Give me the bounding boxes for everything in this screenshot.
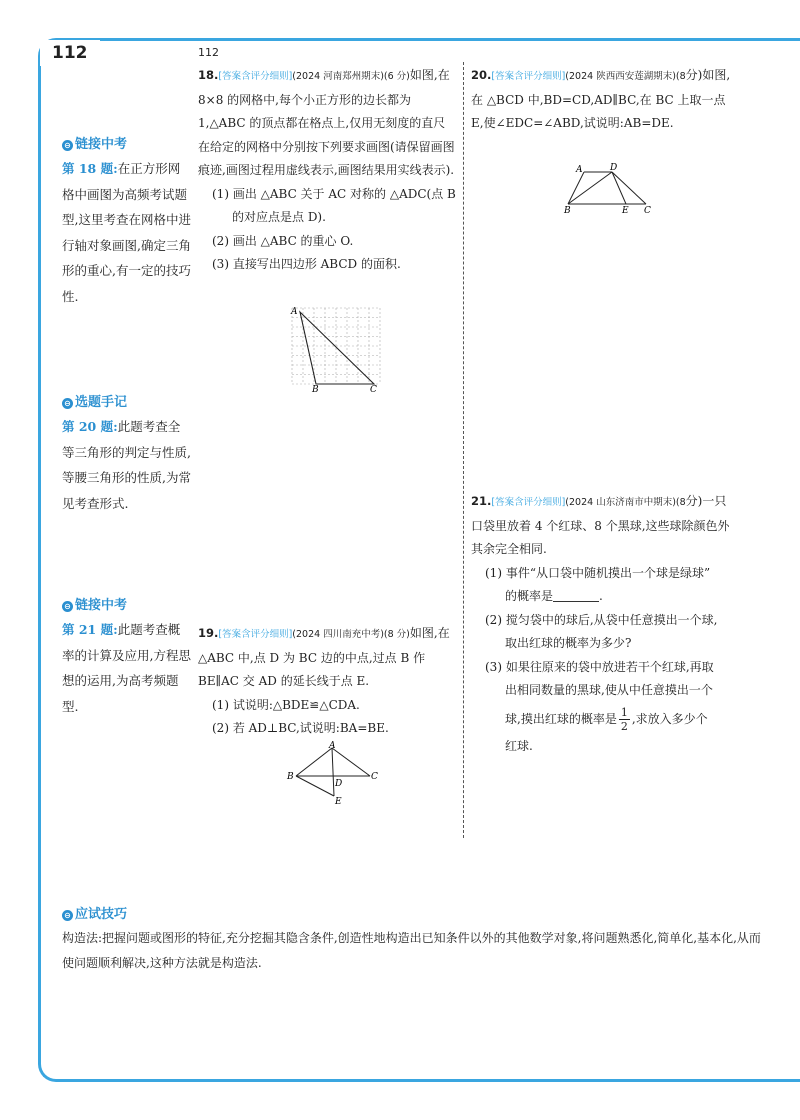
sidebar-text: 此题考查全等三角形的判定与性质,等腰三角形的性质,为常见考查形式. bbox=[62, 419, 191, 511]
label-d: D bbox=[610, 163, 618, 173]
question-part-1: (1) 试说明:△BDE≌△CDA. bbox=[212, 697, 360, 712]
question-stem: 19.[答案含评分细则](2024 四川南充中考)(8 分)如图,在 △ABC 中,点 D 为 BC 边的中点,过点 B 作 BE∥AC 交 AD 的延长线于点 E. bbox=[198, 626, 450, 688]
label-b: B bbox=[312, 385, 319, 392]
sidebar-lead: 第 20 题: bbox=[62, 419, 118, 434]
question-part-3-cont2: 球,摸出红球的概率是 $\frac{1}{2}$ ,求放入多少个 bbox=[505, 705, 708, 733]
sidebar-block-q20 bbox=[62, 394, 192, 516]
question-part-1-cont: 的对应点是点 D). bbox=[232, 210, 326, 224]
label-a: A bbox=[576, 165, 583, 175]
question-19 bbox=[198, 622, 456, 741]
question-part-2: (2) 搅匀袋中的球后,从袋中任意摸出一个球, bbox=[485, 612, 718, 627]
label-c: C bbox=[644, 206, 651, 216]
label-a: A bbox=[291, 307, 298, 317]
question-part-2: (2) 画出 △ABC 的重心 O. bbox=[212, 233, 354, 248]
question-20: 20.[答案含评分细则](2024 陕西西安莲湖期末)(8分)如图,在 △BCD 中,BD=CD,AD∥BC,在 BC 上取一点 E,使∠EDC=∠ABD,试说明:AB=DE. bbox=[471, 68, 731, 130]
answer-blank[interactable] bbox=[553, 587, 599, 602]
sidebar-heading: ⊖ 链接中考 bbox=[62, 597, 192, 615]
q19-figure bbox=[284, 740, 384, 808]
tips-icon: ⊖ bbox=[62, 910, 73, 921]
exam-tips bbox=[62, 906, 762, 976]
page-number-small: 112 bbox=[198, 46, 219, 59]
sidebar-heading: ⊖ 选题手记 bbox=[62, 394, 192, 412]
label-c: C bbox=[371, 772, 378, 782]
question-part-1-cont: 的概率是 . bbox=[505, 589, 603, 603]
question-part-2: (2) 若 AD⊥BC,试说明:BA=BE. bbox=[212, 721, 389, 735]
sidebar-text: 在正方形网格中画图为高频考试题型,这里考查在网格中进行轴对象画图,确定三角形的重心,有一定的技巧性. bbox=[62, 161, 191, 304]
question-part-3-cont: 出相同数量的黑球,使从中任意摸出一个 bbox=[505, 683, 713, 697]
label-c: C bbox=[370, 385, 377, 392]
question-stem: 21.[答案含评分细则](2024 山东济南市中期末)(8分)一只口袋里放着 4 个红球、8 个黑球,这些球除颜色外其余完全相同. bbox=[471, 494, 730, 556]
tips-heading: ⊖ 应试技巧 bbox=[62, 906, 762, 924]
link-icon: ⊖ bbox=[62, 601, 73, 612]
question-21 bbox=[471, 490, 733, 758]
page-number: 112 bbox=[40, 40, 100, 66]
triangle-abc bbox=[300, 312, 374, 384]
question-stem: 18.[答案含评分细则](2024 河南郑州期末)(6 分)如图,在 8×8 的网格中,每个小正方形的边长都为 1,△ABC 的顶点都在格点上,仅用无刻度的直尺在给定的网格中分别按下列要求画图(请保留画图痕迹,画图过程用虚线表示,画图结果用实线表示). bbox=[198, 68, 455, 177]
question-part-3: (3) 直接写出四边形 ABCD 的面积. bbox=[212, 257, 401, 271]
label-e: E bbox=[335, 797, 342, 807]
sidebar-heading: ⊖ 链接中考 bbox=[62, 136, 192, 154]
label-d: D bbox=[335, 779, 343, 789]
sidebar-lead: 第 18 题: bbox=[62, 161, 118, 176]
sidebar-lead: 第 21 题: bbox=[62, 622, 118, 637]
note-icon: ⊖ bbox=[62, 398, 73, 409]
sidebar-text: 此题考查概率的计算及应用,方程思想的运用,为高考频题型. bbox=[62, 622, 191, 714]
column-divider bbox=[463, 62, 464, 838]
question-part-3: (3) 如果往原来的袋中放进若干个红球,再取 bbox=[485, 659, 714, 674]
label-b: B bbox=[287, 772, 294, 782]
sidebar-block-q18 bbox=[62, 136, 192, 309]
link-icon: ⊖ bbox=[62, 140, 73, 151]
q18-grid-figure bbox=[286, 304, 382, 392]
question-part-2-cont: 取出红球的概率为多少? bbox=[505, 636, 632, 650]
label-b: B bbox=[564, 206, 571, 216]
q20-figure bbox=[560, 160, 660, 216]
question-part-1: (1) 画出 △ABC 关于 AC 对称的 △ADC(点 B bbox=[212, 186, 456, 201]
fraction-one-half: $\frac{1}{2}$ bbox=[620, 705, 628, 733]
sidebar-block-q21 bbox=[62, 597, 192, 719]
question-part-3-cont3: 红球. bbox=[505, 738, 533, 753]
question-18 bbox=[198, 64, 456, 277]
label-a: A bbox=[329, 741, 336, 751]
question-part-1: (1) 事件“从口袋中随机摸出一个球是绿球” bbox=[485, 565, 711, 580]
tips-text: 构造法:把握问题或图形的特征,充分挖掘其隐含条件,创造性地构造出已知条件以外的其他数学对象,将问题熟悉化,简单化,基本化,从而使问题顺利解决,这种方法就是构造法. bbox=[62, 931, 761, 970]
label-e: E bbox=[622, 206, 629, 216]
